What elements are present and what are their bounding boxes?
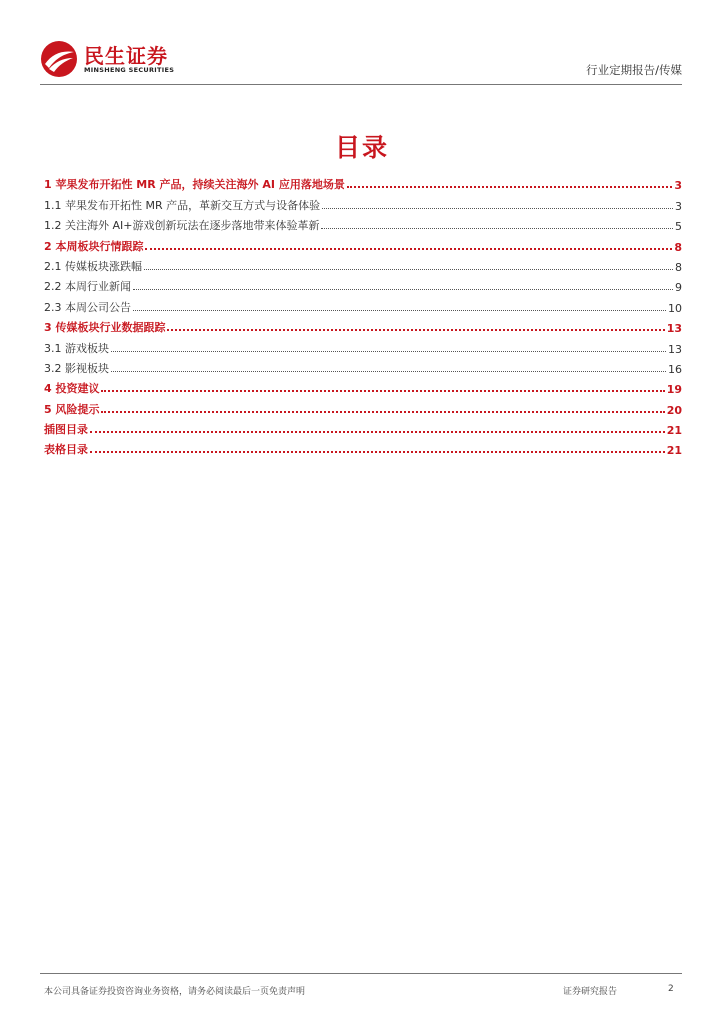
toc-entry-text: 2.3 本周公司公告: [44, 300, 131, 314]
toc-leader-dots: [144, 268, 673, 270]
toc-entry[interactable]: [44, 274, 682, 294]
footer-doc-type: 证券研究报告: [563, 987, 618, 997]
table-of-contents: [44, 172, 682, 457]
toc-entry-text: 3 传媒板块行业数据跟踪: [44, 321, 166, 335]
toc-entry[interactable]: [44, 172, 682, 192]
toc-leader-dots: [321, 227, 673, 229]
toc-leader-dots: [133, 288, 673, 290]
toc-entry[interactable]: [44, 437, 682, 457]
toc-entry[interactable]: [44, 233, 682, 253]
toc-leader-dots: [101, 410, 664, 413]
toc-leader-dots: [111, 350, 666, 352]
toc-entry-text: 插图目录: [44, 423, 88, 437]
toc-entry-text: 1.1 苹果发布开拓性 MR 产品，革新交互方式与设备体验: [44, 198, 321, 212]
header-divider: [40, 84, 682, 85]
toc-entry-page: 13: [666, 322, 682, 336]
toc-entry-page: 20: [666, 403, 682, 417]
toc-leader-dots: [90, 430, 665, 433]
toc-leader-dots: [167, 328, 664, 331]
toc-entry-page: 10: [668, 301, 682, 315]
toc-entry-page: 3: [674, 179, 682, 193]
toc-entry-text: 表格目录: [44, 443, 88, 457]
toc-entry-text: 2.1 传媒板块涨跌幅: [44, 259, 142, 273]
toc-entry[interactable]: [44, 335, 682, 355]
footer-page-number: 2: [668, 984, 674, 994]
toc-entry-text: 3.2 影视板块: [44, 361, 109, 375]
toc-entry[interactable]: [44, 417, 682, 437]
page-header: [40, 38, 682, 86]
toc-entry-page: 8: [675, 260, 682, 274]
toc-entry-text: 5 风险提示: [44, 402, 100, 416]
toc-entry-text: 4 投资建议: [44, 382, 100, 396]
toc-entry-page: 13: [668, 342, 682, 356]
logo-chinese-name: 民生证券: [84, 44, 168, 68]
minsheng-logo-icon: [40, 40, 78, 78]
toc-leader-dots: [90, 450, 665, 453]
toc-entry[interactable]: [44, 192, 682, 212]
toc-leader-dots: [347, 185, 673, 188]
footer-divider: [40, 973, 682, 974]
toc-entry-page: 16: [668, 362, 682, 376]
toc-entry-page: 21: [666, 444, 682, 458]
toc-entry[interactable]: [44, 396, 682, 416]
toc-entry-text: 3.1 游戏板块: [44, 341, 109, 355]
toc-entry-text: 2.2 本周行业新闻: [44, 280, 131, 294]
minsheng-logo: [40, 38, 220, 82]
report-type-label: 行业定期报告/传媒: [586, 63, 682, 77]
toc-entry[interactable]: [44, 294, 682, 314]
toc-entry-text: 1 苹果发布开拓性 MR 产品，持续关注海外 AI 应用落地场景: [44, 178, 345, 192]
toc-entry-text: 2 本周板块行情跟踪: [44, 239, 144, 253]
toc-leader-dots: [111, 370, 666, 372]
footer-disclaimer: 本公司具备证券投资咨询业务资格，请务必阅读最后一页免责声明: [44, 987, 306, 997]
toc-entry-page: 8: [674, 240, 682, 254]
toc-entry[interactable]: [44, 254, 682, 274]
toc-entry[interactable]: [44, 376, 682, 396]
toc-entry-page: 5: [675, 220, 682, 234]
toc-title: 目录: [334, 133, 389, 162]
toc-leader-dots: [101, 389, 664, 392]
toc-entry-text: 1.2 关注海外 AI+游戏创新玩法在逐步落地带来体验革新: [44, 219, 320, 233]
logo-english-name: MINSHENG SECURITIES: [84, 66, 175, 74]
toc-entry[interactable]: [44, 356, 682, 376]
toc-entry[interactable]: [44, 315, 682, 335]
toc-leader-dots: [145, 247, 672, 250]
toc-entry-page: 21: [666, 424, 682, 438]
toc-entry-page: 9: [675, 281, 682, 295]
toc-leader-dots: [322, 207, 673, 209]
toc-entry[interactable]: [44, 213, 682, 233]
toc-entry-page: 3: [675, 199, 682, 213]
toc-entry-page: 19: [666, 383, 682, 397]
toc-leader-dots: [133, 309, 666, 311]
